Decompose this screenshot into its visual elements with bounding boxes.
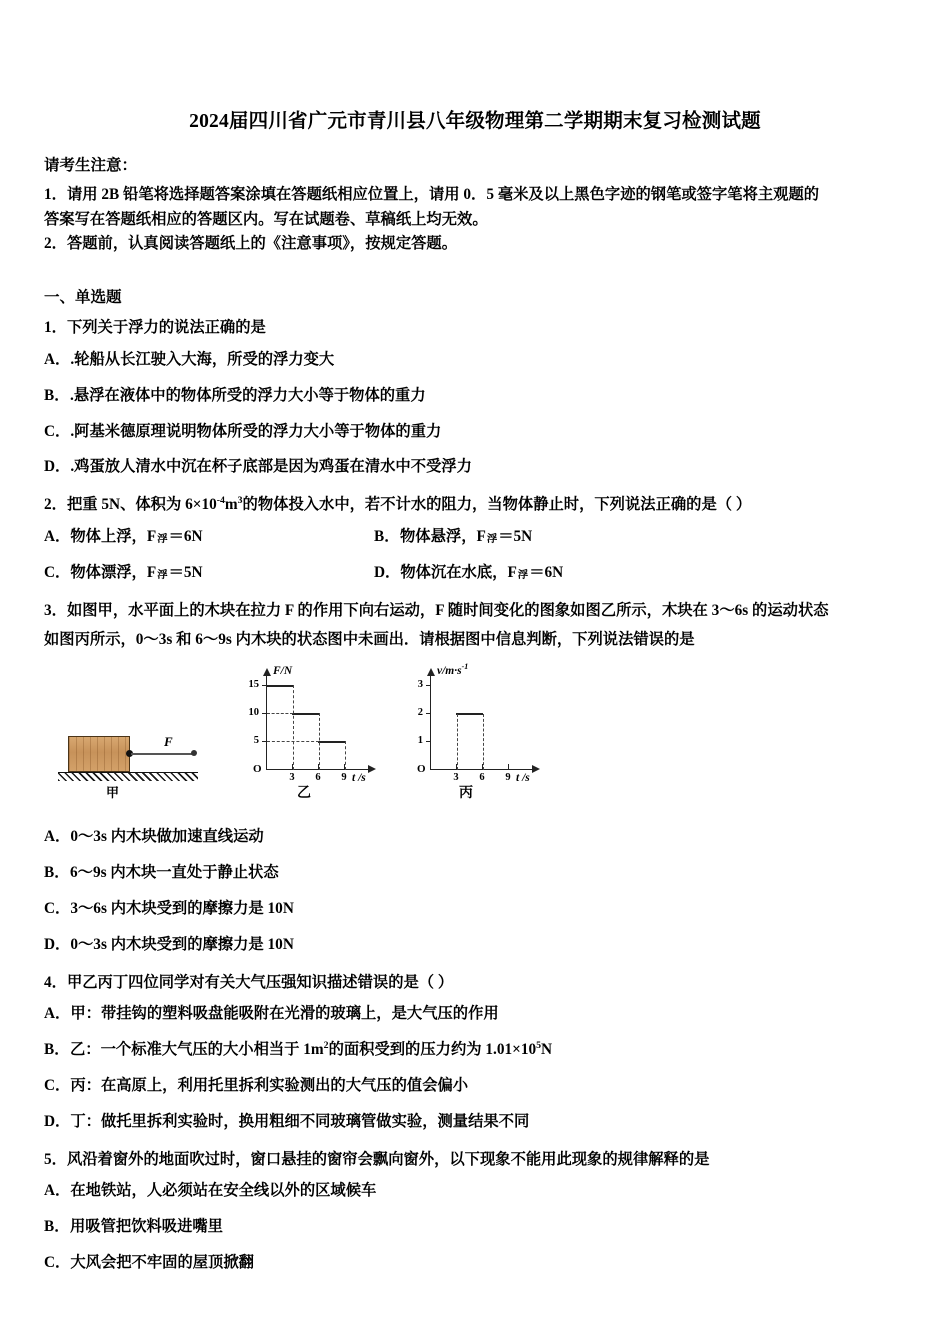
bing-y-tick-mark-3 [426, 685, 431, 686]
question-5-option-b[interactable] [44, 1216, 906, 1239]
bing-x-axis-label: t /s [516, 771, 530, 784]
question-3-option-b-label: B． [44, 863, 70, 881]
question-1-option-b-label: B． [44, 386, 70, 404]
question-3-option-c[interactable] [44, 898, 906, 921]
bing-plateau-segment-2ms [456, 713, 483, 715]
question-4-option-b-exponent-1: 2 [323, 1039, 329, 1051]
yi-y-tick-10: 10 [248, 706, 259, 718]
question-3-option-c-text: 3～6s 内木块受到的摩擦力是 10N [70, 899, 294, 917]
yi-step-segment-15N [267, 685, 293, 687]
question-4-option-d-text: 丁：做托里拆利实验时，换用粗细不同玻璃管做实验，测量结果不同 [70, 1112, 530, 1130]
question-2-option-c-subscript: 浮 [157, 570, 168, 582]
yi-y-axis-label: F/N [273, 664, 293, 677]
question-2-option-b-subscript: 浮 [486, 534, 498, 546]
question-4-option-b[interactable] [44, 1039, 906, 1062]
question-1-stem-text: 下列关于浮力的说法正确的是 [66, 319, 266, 337]
question-4-option-b-label: B． [44, 1040, 70, 1058]
notice-heading: 请考生注意： [44, 157, 138, 175]
page-content [44, 110, 906, 1288]
bing-x-axis-arrow-icon [532, 765, 540, 773]
yi-dashed-level-10N [267, 713, 293, 714]
yi-x-tick-3: 3 [289, 771, 295, 783]
yi-dashed-level-5N [267, 741, 319, 742]
bing-y-tick-2: 2 [417, 706, 423, 718]
question-2-option-d-label: D． [374, 563, 401, 581]
force-vector-line-icon [131, 753, 193, 755]
question-2-option-a-suffix: ＝6N [168, 527, 203, 545]
question-1-option-a-label: A． [44, 350, 71, 368]
question-1-option-d-label: D． [44, 458, 71, 476]
question-3-option-c-label: C． [44, 899, 71, 917]
question-3-option-d-label: D． [44, 935, 71, 953]
question-3-stem-line-2: 如图丙所示，0～3s 和 6～9s 内木块的状态图中未画出．请根据图中信息判断，下列说法错误的是 [44, 630, 695, 648]
bing-y-axis-arrow-icon [427, 668, 435, 676]
question-5-option-a-label: A． [44, 1181, 71, 1199]
question-5 [44, 1147, 906, 1275]
question-3-number: 3． [44, 601, 67, 619]
notice-item-1-line-2: 答案写在答题纸相应的答题区内。写在试题卷、草稿纸上均无效。 [44, 210, 488, 228]
figure-bing-velocity-time-graph [404, 662, 554, 800]
question-3-option-b-text: 6～9s 内木块一直处于静止状态 [70, 863, 279, 881]
yi-x-axis-label: t /s [352, 771, 366, 784]
yi-y-axis [266, 674, 267, 770]
question-5-option-a[interactable] [44, 1180, 906, 1203]
question-1-option-b[interactable] [44, 385, 906, 408]
question-2-exponent-2: 3 [237, 495, 243, 507]
question-4-option-b-text-2: 的面积受到的压力约为 1.01×10 [328, 1040, 537, 1058]
question-1-option-c-text: .阿基米德原理说明物体所受的浮力大小等于物体的重力 [70, 422, 442, 440]
bing-y-tick-3: 3 [417, 678, 423, 690]
figure-yi-force-time-graph [240, 664, 390, 800]
bing-x-tick-6: 6 [479, 771, 485, 783]
figure-jia-block-on-surface [52, 720, 224, 800]
question-5-option-b-label: B． [44, 1217, 70, 1235]
bing-y-tick-1: 1 [417, 734, 423, 746]
question-2-option-d-suffix: ＝6N [529, 563, 564, 581]
question-1-option-c-label: C． [44, 422, 71, 440]
yi-step-segment-5N [318, 741, 345, 743]
question-1-option-c[interactable] [44, 421, 906, 444]
question-3-option-d[interactable] [44, 934, 906, 957]
yi-step-segment-10N [292, 713, 319, 715]
question-2-number: 2． [44, 496, 67, 514]
question-2-option-row-1 [44, 526, 906, 549]
question-4-option-c-label: C． [44, 1076, 71, 1094]
bing-x-tick-9: 9 [505, 771, 511, 783]
question-4-option-a[interactable] [44, 1003, 906, 1026]
hatched-ground-icon [58, 772, 198, 781]
bing-y-axis-label-exponent: -1 [461, 662, 469, 672]
question-4-option-b-text-3: N [541, 1040, 553, 1058]
question-4-number: 4． [44, 973, 67, 991]
question-2-option-a[interactable] [44, 526, 374, 549]
wooden-block-icon [68, 736, 130, 772]
question-1-option-b-text: .悬浮在液体中的物体所受的浮力大小等于物体的重力 [70, 386, 426, 404]
question-1-option-d[interactable] [44, 456, 906, 479]
question-3-figure-group [44, 662, 906, 814]
force-label-F: F [164, 733, 173, 749]
question-2-stem-part-1: 把重 5N、体积为 6×10 [66, 496, 217, 514]
question-4-option-d[interactable] [44, 1111, 906, 1134]
question-2-exponent-1: -4 [216, 495, 225, 507]
question-2-option-d[interactable] [374, 562, 563, 585]
question-3-stem-text-1: 如图甲，水平面上的木块在拉力 F 的作用下向右运动，F 随时间变化的图象如图乙所示，木块在 3～6s 的运动状态 [66, 601, 829, 619]
figure-bing-caption: 丙 [459, 783, 473, 800]
question-1 [44, 315, 906, 479]
question-3 [44, 598, 906, 957]
yi-origin-label: O [253, 762, 262, 775]
section-heading-single-choice: 一、单选题 [44, 289, 122, 307]
question-2-option-b[interactable] [374, 526, 532, 549]
question-2 [44, 492, 906, 584]
question-1-option-a-text: .轮船从长江驶入大海，所受的浮力变大 [70, 350, 335, 368]
question-2-option-b-label: B． [374, 527, 400, 545]
bing-origin-label: O [417, 762, 426, 775]
question-2-option-c-prefix: 物体漂浮，F [70, 563, 157, 581]
question-2-option-c-label: C． [44, 563, 71, 581]
bing-y-tick-mark-2 [426, 713, 431, 714]
bing-dashed-riser-3s [457, 714, 458, 770]
question-2-option-a-subscript: 浮 [157, 534, 168, 546]
question-3-option-d-text: 0～3s 内木块受到的摩擦力是 10N [70, 935, 294, 953]
bing-y-axis-label [437, 662, 469, 677]
question-4-option-c[interactable] [44, 1075, 906, 1098]
question-2-option-b-prefix: 物体悬浮，F [400, 527, 486, 545]
question-3-stem-line-1 [44, 598, 906, 623]
figure-jia-caption: 甲 [106, 784, 120, 800]
question-2-option-b-suffix: ＝5N [498, 527, 533, 545]
yi-x-tick-6: 6 [315, 771, 321, 783]
yi-y-tick-5: 5 [253, 734, 259, 746]
candidate-notice [44, 155, 906, 257]
bing-y-axis-label-main: v/m·s [437, 664, 462, 677]
question-4-option-a-label: A． [44, 1004, 71, 1022]
bing-y-tick-mark-1 [426, 741, 431, 742]
question-5-number: 5． [44, 1150, 67, 1168]
question-1-option-d-text: .鸡蛋放人清水中沉在杯子底部是因为鸡蛋在清水中不受浮力 [70, 458, 472, 476]
question-2-stem [44, 492, 906, 517]
question-5-option-b-text: 用吸管把饮料吸进嘴里 [70, 1217, 223, 1235]
question-4-stem-text: 甲乙丙丁四位同学对有关大气压强知识描述错误的是（ ） [66, 973, 454, 991]
question-4-option-d-label: D． [44, 1112, 71, 1130]
question-2-option-d-prefix: 物体沉在水底，F [400, 563, 517, 581]
question-4-stem [44, 970, 906, 995]
question-2-option-c[interactable] [44, 562, 374, 585]
question-3-option-b[interactable] [44, 862, 906, 885]
question-2-option-a-label: A． [44, 527, 71, 545]
bing-x-tick-mark-9 [508, 764, 509, 769]
question-5-stem [44, 1147, 906, 1172]
question-1-number: 1． [44, 319, 67, 337]
yi-x-tick-9: 9 [341, 771, 347, 783]
question-4-option-c-text: 丙：在高原上，利用托里拆利实验测出的大气压的值会偏小 [70, 1076, 469, 1094]
bing-dashed-riser-6s [483, 714, 484, 770]
question-4 [44, 970, 906, 1134]
question-3-option-a[interactable] [44, 826, 906, 849]
question-2-stem-part-2: m [224, 496, 238, 514]
section-spacer [44, 260, 906, 286]
question-4-option-b-exponent-2: 5 [536, 1039, 542, 1051]
question-5-option-a-text: 在地铁站，人必须站在安全线以外的区域候车 [70, 1181, 377, 1199]
question-2-option-d-subscript: 浮 [517, 570, 529, 582]
question-2-option-c-suffix: ＝5N [168, 563, 203, 581]
question-4-option-b-text-1: 乙：一个标准大气压的大小相当于 1m [70, 1040, 324, 1058]
question-5-option-c-text: 大风会把不牢固的屋顶掀翻 [70, 1253, 254, 1271]
page-title: 2024届四川省广元市青川县八年级物理第二学期期末复习检测试题 [189, 111, 761, 132]
question-5-stem-text: 风沿着窗外的地面吹过时，窗口悬挂的窗帘会飘向窗外，以下现象不能用此现象的规律解释的是 [66, 1150, 710, 1168]
question-1-option-a[interactable] [44, 349, 906, 372]
yi-y-axis-arrow-icon [263, 668, 271, 676]
yi-dashed-drop-3s [293, 685, 294, 770]
figure-yi-caption: 乙 [297, 783, 311, 800]
question-3-option-a-text: 0～3s 内木块做加速直线运动 [70, 827, 264, 845]
notice-item-1-line-1: 1．请用 2B 铅笔将选择题答案涂填在答题纸相应位置上，请用 0．5 毫米及以上黑色字迹的钢笔或签字笔将主观题的 [44, 185, 820, 203]
question-3-option-a-label: A． [44, 827, 71, 845]
question-2-option-a-prefix: 物体上浮，F [70, 527, 157, 545]
yi-y-tick-15: 15 [248, 678, 259, 690]
question-1-stem [44, 315, 906, 340]
force-vector-tip-icon [191, 750, 197, 756]
notice-item-2: 2．答题前，认真阅读答题纸上的《注意事项》，按规定答题。 [44, 235, 458, 253]
yi-dashed-drop-9s [345, 741, 346, 770]
question-5-option-c-label: C． [44, 1253, 71, 1271]
bing-y-axis [430, 674, 431, 770]
bing-x-tick-3: 3 [453, 771, 459, 783]
question-2-option-row-2 [44, 562, 906, 585]
question-2-stem-part-3: 的物体投入水中，若不计水的阻力，当物体静止时，下列说法正确的是（ ） [242, 496, 752, 514]
question-5-option-c[interactable] [44, 1252, 906, 1275]
question-4-option-a-text: 甲：带挂钩的塑料吸盘能吸附在光滑的玻璃上，是大气压的作用 [70, 1004, 499, 1022]
yi-x-axis-arrow-icon [368, 765, 376, 773]
